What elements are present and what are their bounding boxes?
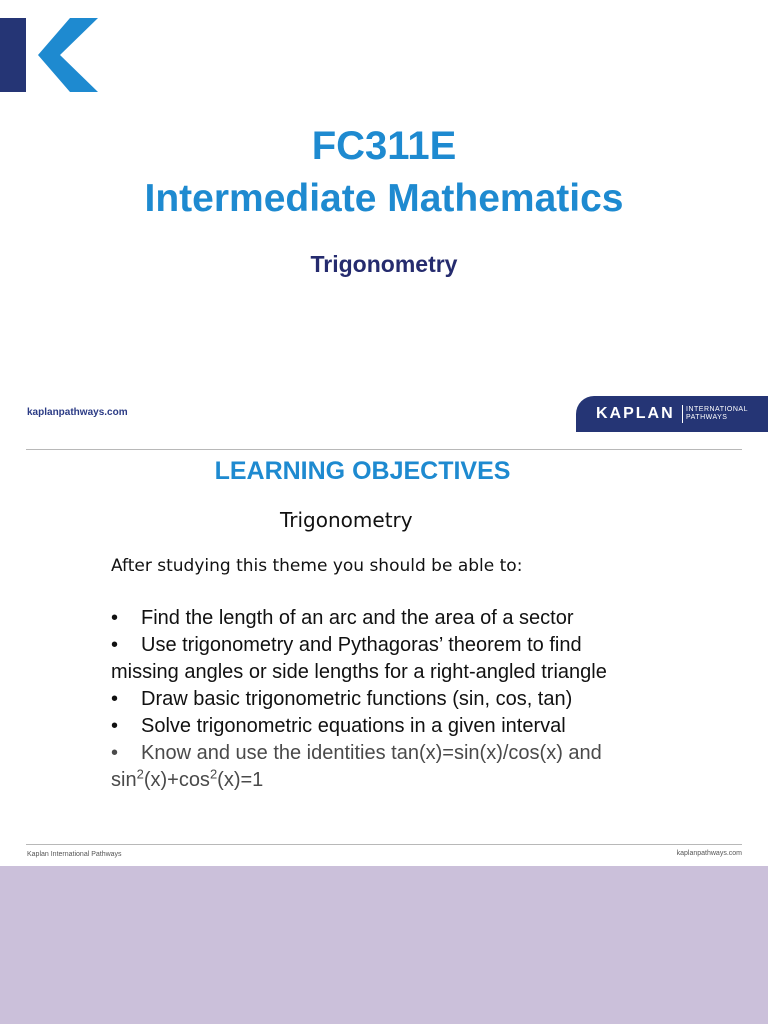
list-item-continuation: missing angles or side lengths for a right-angled triangle [111,661,607,683]
bullet-icon: • [111,607,119,629]
kaplan-subtitle [686,406,766,422]
top-divider [26,449,742,450]
title-slide [0,0,768,448]
footer-website: kaplanpathways.com [676,850,742,857]
list-item: • Find the length of an arc and the area of a sector [111,605,751,632]
bullet-icon: • [111,634,119,656]
footer-divider [26,844,742,845]
footer-organization: Kaplan International Pathways [27,851,122,858]
list-item: • Draw basic trigonometric functions (sin, cos, tan) [111,686,751,713]
objectives-topic: Trigonometry [280,508,413,532]
objectives-slide [0,448,768,866]
objectives-heading: LEARNING OBJECTIVES [214,457,511,485]
kaplan-sub-line1: INTERNATIONAL [686,406,748,413]
empty-viewer-area [0,866,768,1024]
kaplan-pathways-logo [576,396,768,432]
course-code: FC311E [311,124,457,168]
website-url: kaplanpathways.com [27,407,128,418]
topic-subtitle: Trigonometry [310,251,458,277]
list-item: • Solve trigonometric equations in a given interval [111,713,751,740]
objectives-intro: After studying this theme you should be able to: [111,556,523,576]
objectives-list [111,605,751,794]
course-title: Intermediate Mathematics [144,177,624,220]
kaplan-k-logo-icon [0,18,100,92]
kaplan-sub-line2: PATHWAYS [686,414,728,421]
bullet-icon: • [111,688,119,710]
identity-formula: $\sin^2(x)+\cos^2(x)=1$ [111,766,264,791]
list-item: • Know and use the identities tan(x)=sin(x)/cos(x) and [111,740,751,767]
bullet-icon: • [111,742,119,764]
logo-divider [682,405,683,423]
bullet-icon: • [111,715,119,737]
list-item: • Use trigonometry and Pythagoras’ theorem to find [111,632,751,659]
kaplan-wordmark: KAPLAN [596,405,675,422]
